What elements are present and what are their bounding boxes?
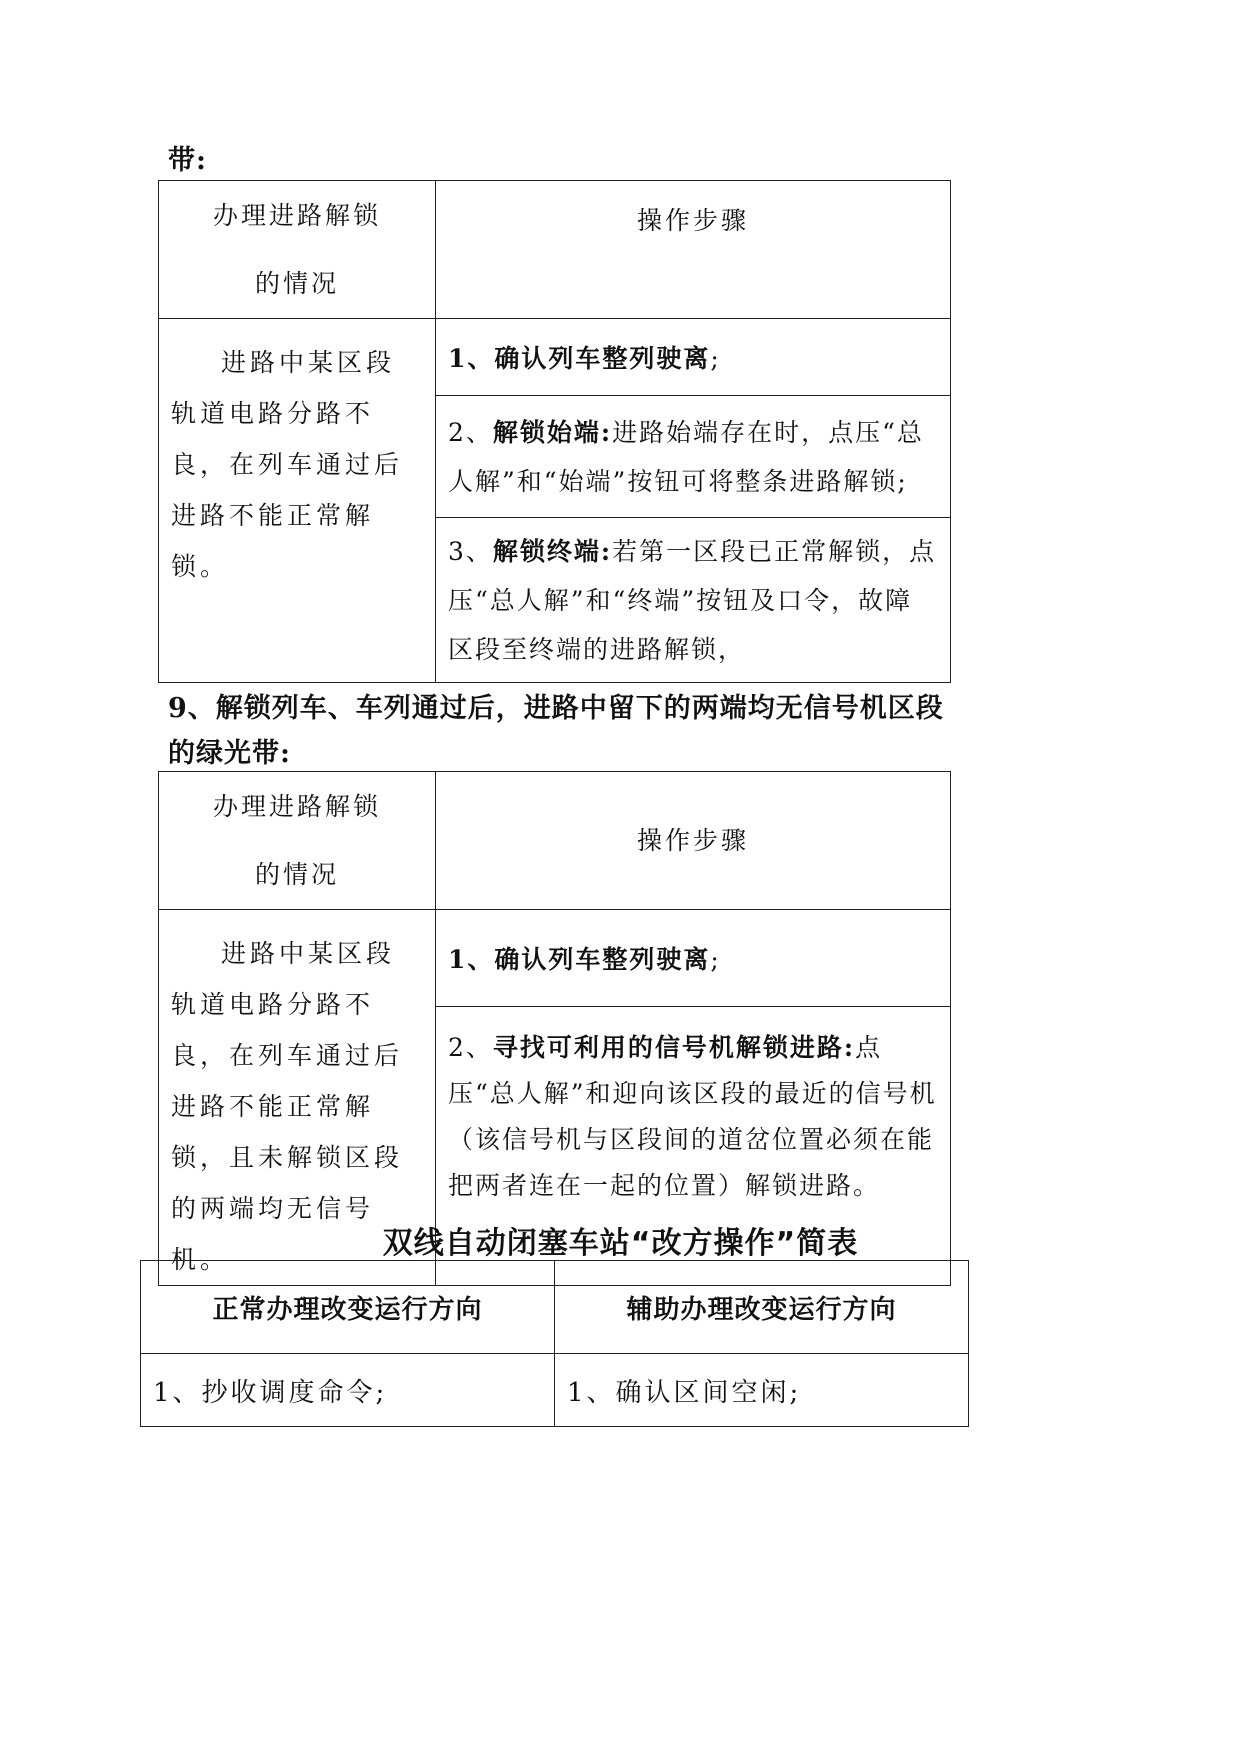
situation-description: 进路中某区段轨道电路分路不良，在列车通过后进路不能正常解锁。 bbox=[159, 319, 436, 683]
step-prefix: 2、 bbox=[448, 417, 493, 447]
step-title: 解锁终端: bbox=[492, 536, 613, 566]
step-prefix: 1、 bbox=[448, 945, 495, 975]
header-auxiliary-direction-change: 辅助办理改变运行方向 bbox=[555, 1261, 969, 1354]
situation-header-line1: 办理进路解锁 bbox=[212, 200, 381, 230]
step-prefix: 1、 bbox=[448, 344, 495, 373]
header-normal-direction-change: 正常办理改变运行方向 bbox=[141, 1261, 555, 1354]
situation-header-line2: 的情况 bbox=[254, 859, 339, 889]
direction-change-table bbox=[140, 1260, 969, 1427]
table-cell: 1、抄收调度命令; bbox=[141, 1354, 555, 1427]
table-cell: 1、确认区间空闲; bbox=[555, 1354, 969, 1427]
steps-header-label: 操作步骤 bbox=[636, 825, 749, 855]
steps-header bbox=[436, 181, 951, 319]
steps-header-label: 操作步骤 bbox=[636, 206, 749, 235]
section-9-heading: 9、解锁列车、车列通过后，进路中留下的两端均无信号机区段的绿光带: bbox=[168, 693, 944, 769]
steps-header bbox=[436, 772, 951, 910]
step-title: 确认列车整列驶离 bbox=[494, 344, 711, 373]
step-prefix: 2、 bbox=[448, 1033, 493, 1063]
step-1 bbox=[436, 319, 951, 396]
section-heading-continued: 带: bbox=[168, 145, 207, 176]
situation-header bbox=[159, 181, 436, 319]
step-text: 进路始端存在时，点压“总人解”和“始端”按钮可将整条进路解锁; bbox=[448, 417, 924, 496]
step-text: ; bbox=[710, 945, 721, 975]
situation-header-line2: 的情况 bbox=[254, 268, 339, 298]
step-title: 解锁始端: bbox=[492, 417, 613, 447]
step-text: 若第一区段已正常解锁，点压“总人解”和“终端”按钮及口令，故障区段至终端的进路解锁， bbox=[448, 536, 937, 664]
step-2 bbox=[436, 396, 951, 518]
situation-header bbox=[159, 772, 436, 910]
step-3 bbox=[436, 518, 951, 683]
situation-header-line1: 办理进路解锁 bbox=[212, 791, 381, 821]
step-text: ; bbox=[710, 344, 721, 373]
situation-description: 进路中某区段轨道电路分路不良，在列车通过后进路不能正常解锁，且未解锁区段的两端均无信号机。 bbox=[159, 910, 436, 1286]
step-title: 确认列车整列驶离 bbox=[494, 945, 711, 975]
step-title: 寻找可利用的信号机解锁进路: bbox=[492, 1033, 856, 1063]
unlock-table-2 bbox=[158, 771, 951, 1286]
document-title: 双线自动闭塞车站“改方操作”简表 bbox=[382, 1226, 859, 1261]
unlock-table-1 bbox=[158, 180, 951, 683]
step-text: 点压“总人解”和迎向该区段的最近的信号机（该信号机与区段间的道岔位置必须在能把两者连在一起的位置）解锁进路。 bbox=[448, 1033, 937, 1201]
step-prefix: 3、 bbox=[448, 536, 493, 566]
step-1 bbox=[436, 910, 951, 1007]
